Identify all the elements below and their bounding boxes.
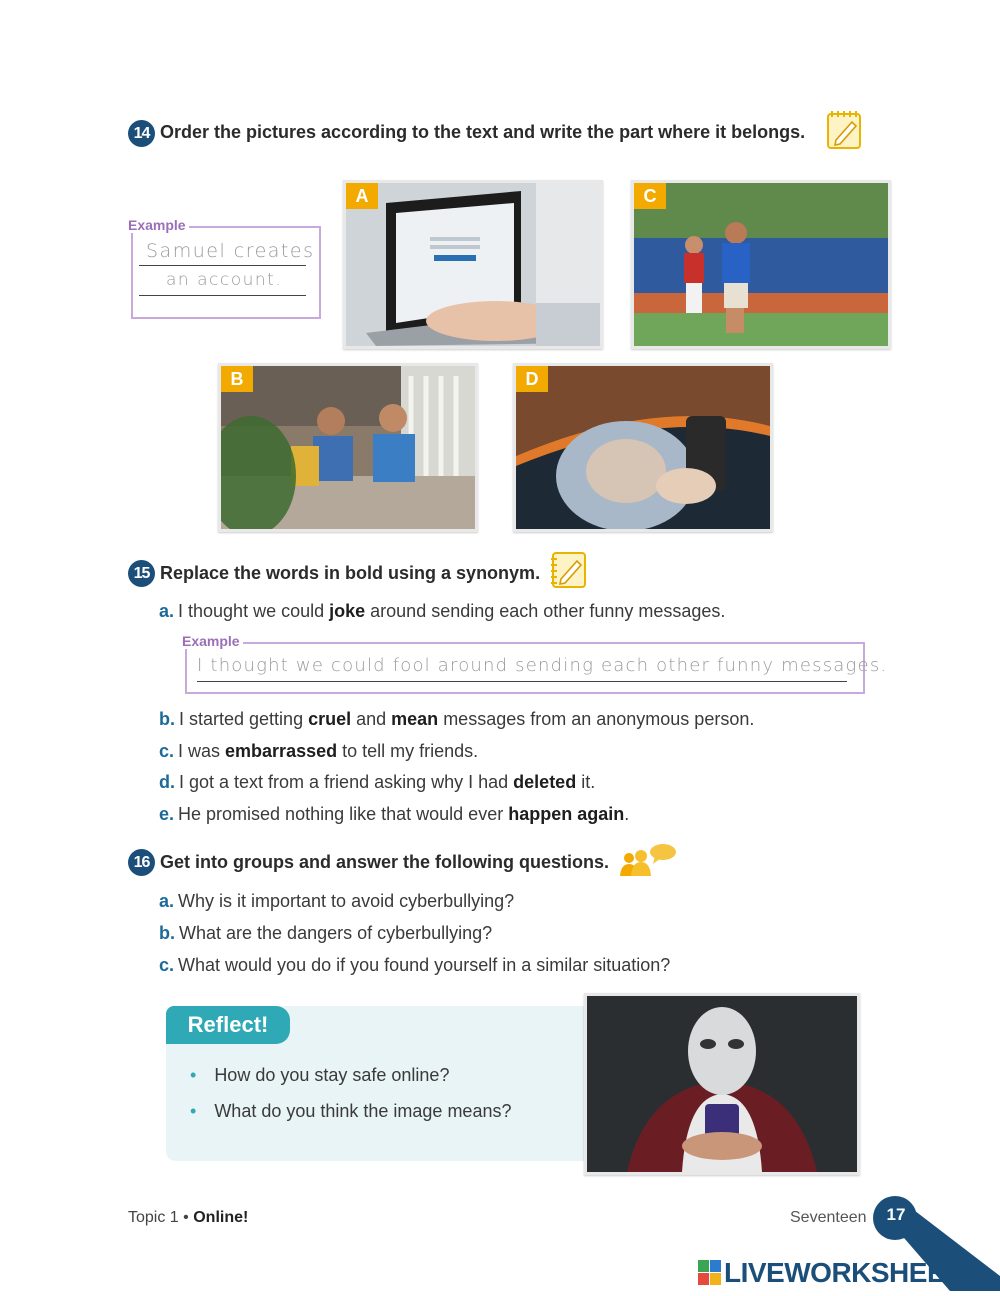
picture-label-a: A xyxy=(346,183,378,209)
question-15c: c. I was embarrassed to tell my friends. xyxy=(159,741,479,761)
writing-line xyxy=(197,681,847,682)
picture-b-boys-on-steps xyxy=(218,363,478,532)
reflect-bullet-2: • What do you think the image means? xyxy=(190,1101,512,1121)
question-16a: a. Why is it important to avoid cyberbullying? xyxy=(159,891,515,911)
exercise-number-16: 16 xyxy=(128,849,155,876)
question-16c: c. What would you do if you found yourself in a similar situation? xyxy=(159,955,671,975)
example-answer: I thought we could fool around sending each other funny messages. xyxy=(197,655,888,676)
exercise-16-instruction: Get into groups and answer the following questions. xyxy=(160,852,610,872)
question-15e: e. He promised nothing like that would ever happen again. xyxy=(159,804,630,824)
footer-page-word: Seventeen xyxy=(790,1209,867,1226)
question-15b: b. I started getting cruel and mean messages from an anonymous person. xyxy=(159,709,755,729)
group-discussion-icon xyxy=(619,842,677,883)
question-15a: a. I thought we could joke around sending each other funny messages. xyxy=(159,601,726,621)
question-15d: d. I got a text from a friend asking why I had deleted it. xyxy=(159,772,596,792)
reflect-bullet-1: • How do you stay safe online? xyxy=(190,1065,450,1085)
picture-label-b: B xyxy=(221,366,253,392)
exercise-number-14: 14 xyxy=(128,120,155,147)
reflect-image-masked-person xyxy=(584,993,860,1175)
footer-topic: Topic 1 • Online! xyxy=(128,1209,249,1226)
example-label: Example xyxy=(128,217,189,233)
example-answer-line-2: an account. xyxy=(166,270,283,290)
example-label: Example xyxy=(182,633,243,649)
question-16b: b. What are the dangers of cyberbullying? xyxy=(159,923,493,943)
picture-d-phone-under-blanket xyxy=(513,363,773,532)
pencil-notepad-icon xyxy=(549,549,591,596)
picture-c-baseball-field xyxy=(631,180,891,349)
example-answer-line-1: Samuel creates xyxy=(146,240,315,262)
exercise-number-15: 15 xyxy=(128,560,155,587)
exercise-15-instruction: Replace the words in bold using a synonym. xyxy=(160,563,541,583)
writing-line xyxy=(139,295,306,296)
page-number: 17 xyxy=(886,1205,906,1224)
picture-label-d: D xyxy=(516,366,548,392)
picture-a-laptop-login xyxy=(343,180,603,349)
exercise-14-instruction: Order the pictures according to the text and write the part where it belongs. xyxy=(160,122,806,142)
pencil-notepad-icon xyxy=(824,110,866,157)
liveworksheets-icon xyxy=(698,1260,722,1286)
picture-label-c: C xyxy=(634,183,666,209)
reflect-title: Reflect! xyxy=(166,1006,290,1044)
writing-line xyxy=(139,265,306,266)
liveworksheets-logo: LIVEWORKSHEETS xyxy=(698,1257,980,1289)
